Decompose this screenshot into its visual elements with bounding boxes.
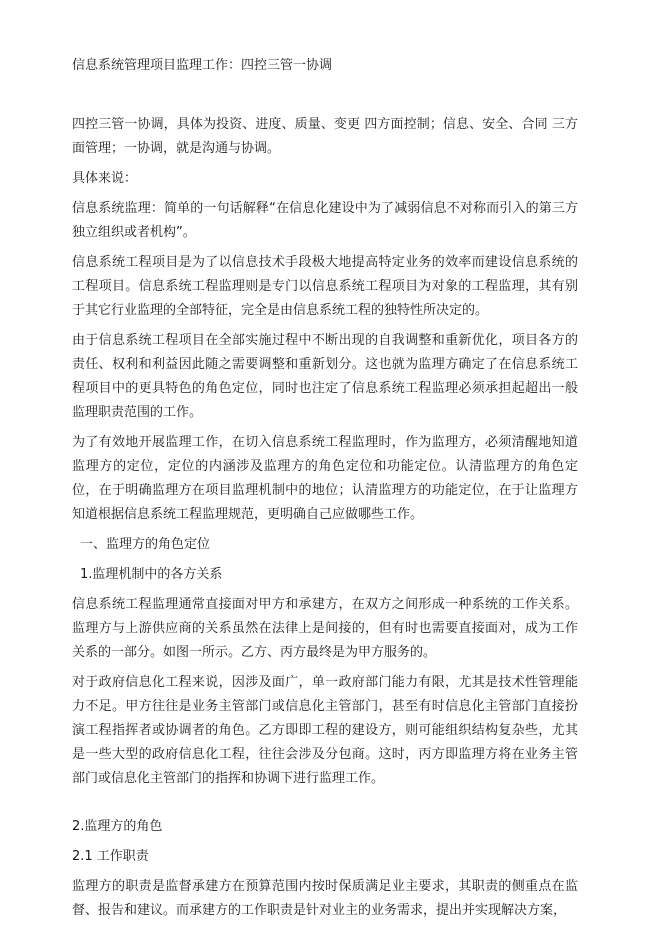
paragraph-overview: 四控三管一协调，具体为投资、进度、质量、变更 四方面控制；信息、安全、合同 三方面管理；一协调，就是沟通与协调。 [72, 117, 578, 156]
paragraph-project-description: 信息系统工程项目是为了以信息技术手段极大地提高特定业务的效率而建设信息系统的工程项目。信息系统工程监理则是专门以信息系统工程项目为对象的工程监理，其有别于其它行业监理的全部特征，完全是由信息系统工程的独特性所决定的。 [72, 255, 578, 318]
document-title: 信息系统管理项目监理工作：四控三管一协调 [72, 58, 333, 73]
paragraph-definition: 信息系统监理：简单的一句话解释“在信息化建设中为了减弱信息不对称而引入的第三方独立组织或者机构”。 [72, 201, 578, 240]
paragraph-intro: 具体来说： [72, 171, 138, 186]
paragraph-duties: 监理方的职责是监督承建方在预算范围内按时保质满足业主要求，其职责的侧重点在监督、报告和建议。而承建方的工作职责是针对业主的业务需求，提出并实现解决方案， [72, 879, 578, 918]
subsection-heading-relations: 1.监理机制中的各方关系 [80, 567, 223, 582]
paragraph-government: 对于政府信息化工程来说，因涉及面广，单一政府部门能力有限，尤其是技术性管理能力不足。甲方往往是业务主管部门或信息化主管部门，甚至有时信息化主管部门直接扮演工程指挥者或协调者的角色。乙方即即工程的建设方，则可能组织结构复杂些，尤其是一些大型的政府信息化工程，往往会涉及分包商。这时，丙方即监理方将在业务主管部门或信息化主管部门的指挥和协调下进行监理工作。 [72, 675, 578, 786]
section-heading-supervisor-role: 2.监理方的角色 [72, 819, 163, 834]
document-body [72, 113, 578, 929]
paragraph-relations: 信息系统工程监理通常直接面对甲方和承建方，在双方之间形成一种系统的工作关系。监理方与上游供应商的关系虽然在法律上是间接的，但有时也需要直接面对，成为工作关系的一部分。如图一所示。乙方、丙方最终是为甲方服务的。 [72, 597, 578, 660]
paragraph-positioning: 为了有效地开展监理工作，在切入信息系统工程监理时，作为监理方，必须清醒地知道监理方的定位，定位的内涵涉及监理方的角色定位和功能定位。认清监理方的角色定位，在于明确监理方在项目监理机制中的地位；认清监理方的功能定位，在于让监理方知道根据信息系统工程监理规范，更明确自己应做哪些工作。 [72, 435, 578, 522]
subsection-heading-duties: 2.1 工作职责 [72, 849, 149, 864]
section-heading-role: 一、监理方的角色定位 [80, 537, 211, 552]
paragraph-role-adjustment: 由于信息系统工程项目在全部实施过程中不断出现的自我调整和重新优化，项目各方的责任、权利和利益因此随之需要调整和重新划分。这也就为监理方确定了在信息系统工程项目中的更具特色的角色定位，同时也注定了信息系统工程监理必须承担起超出一般监理职责范围的工作。 [72, 333, 578, 420]
